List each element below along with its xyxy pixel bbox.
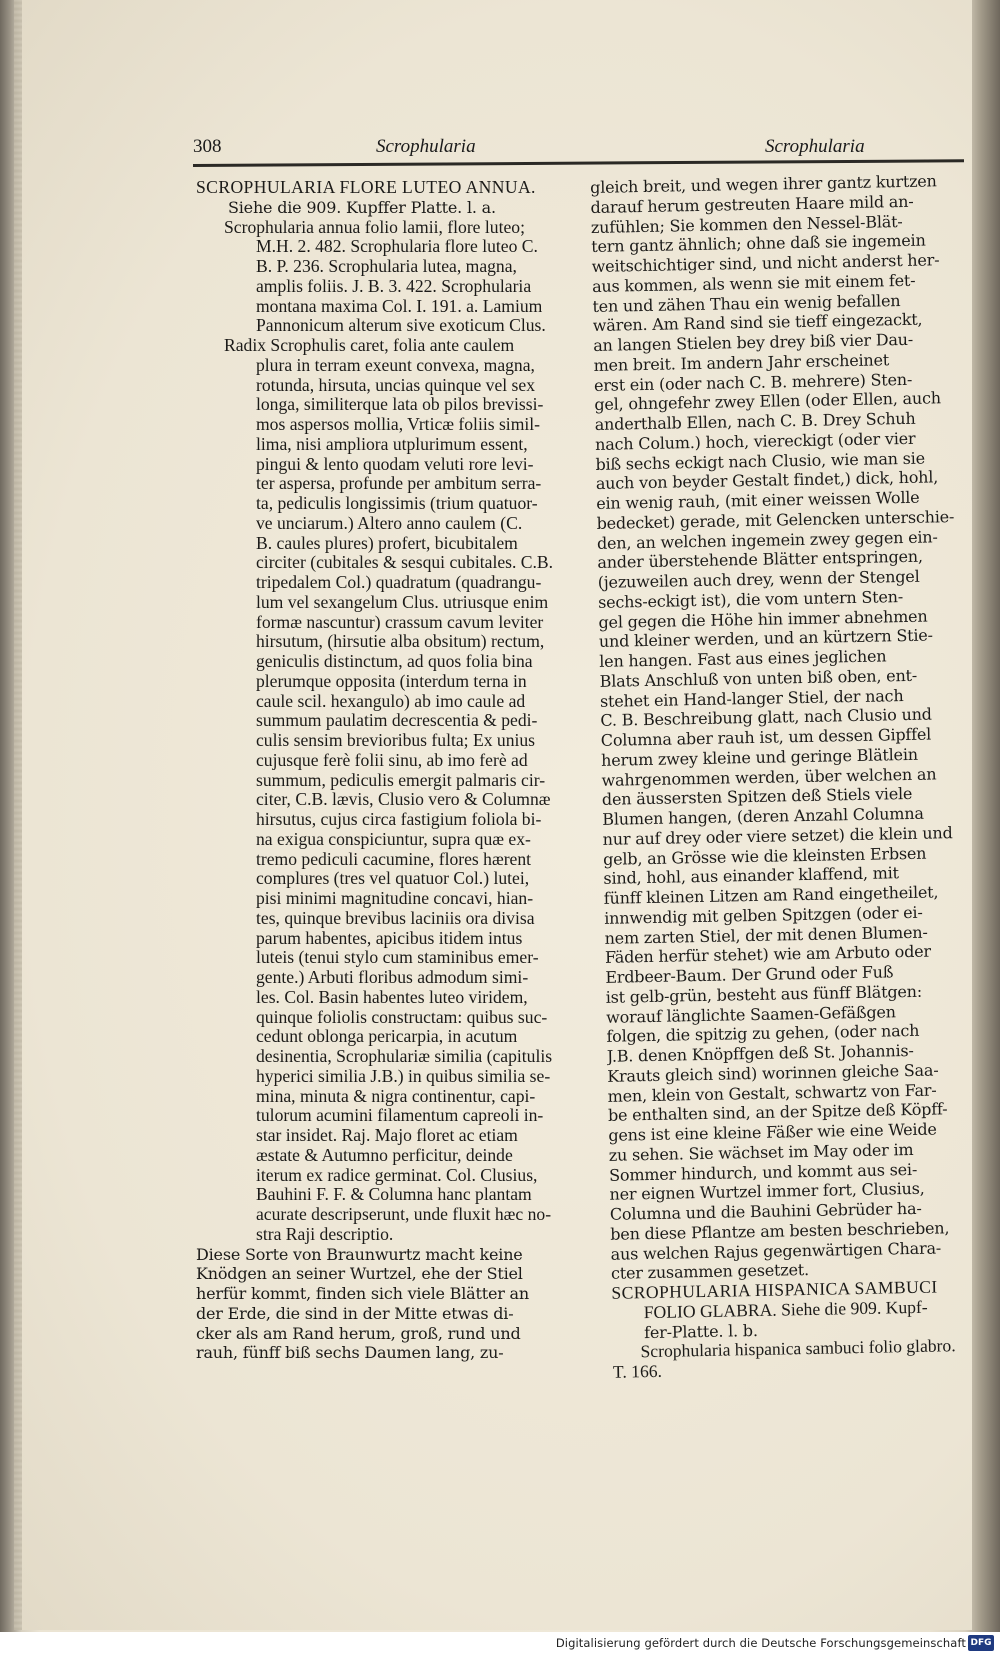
text-line: stehet ein Hand-langer Stiel, der nach (599, 685, 904, 711)
text-line: tulorum acumini filamentum capreoli in- (256, 1106, 544, 1126)
text-line: æstate & Autumno perficitur, deinde (256, 1145, 513, 1165)
text-line: len hangen. Fast aus eines jeglichen (599, 646, 887, 671)
text-line: M.H. 2. 482. Scrophularia flore luteo C. (256, 237, 538, 257)
text-line: tes, quinque brevibus laciniis ora divisa (256, 908, 535, 928)
text-line: na exigua conspiciuntur, supra quæ ex- (256, 829, 531, 849)
text-line: culis sensim brevioribus fulta; Ex unius (256, 731, 536, 750)
text-line: nem zarten Stiel, der mit denen Blumen- (604, 922, 928, 948)
text-line: sind, hohl, aus einander klaffend, mit (603, 863, 899, 889)
text-line: pisi minimi magnitudine concavi, hian- (256, 889, 534, 908)
text-line: sechs-eckigt ist), die vom untern Sten- (597, 586, 904, 612)
text-line: FOLIO GLABRA. Siehe die 909. Kupf- (643, 1296, 928, 1322)
text-line: weitschichtiger sind, und nicht anderst her- (591, 250, 940, 276)
dfg-logo: DFG (968, 1635, 994, 1651)
text-line: auch von beyder Gestalt findet,) dick, hohl, (595, 467, 939, 494)
text-line: fünff kleinen Litzen am Rand eingetheilet, (603, 882, 939, 908)
text-line: hyperici similia J.B.) in quibus similia se- (256, 1066, 551, 1086)
text-line: J.B. denen Knöpffgen deß St. Johannis- (606, 1040, 914, 1066)
text-line: aus welchen Rajus gegenwärtigen Chara- (610, 1237, 942, 1264)
text-line: hirsutum, (hirsutie alba obsitum) rectum, (256, 632, 545, 652)
text-line: Erdbeer-Baum. Der Grund oder Fuß (605, 962, 894, 987)
text-line: und kleiner werden, und an kürtzern Stie- (598, 625, 933, 652)
text-line: Scrophularia hispanica sambuci folio glabro. (640, 1335, 956, 1362)
text-line: plura in terram exeunt convexa, magna, (256, 355, 535, 375)
text-line: rotunda, hirsuta, uncias quinque vel sex (256, 375, 535, 395)
text-line: an langen Stielen bey drey biß vier Dau- (593, 329, 914, 355)
text-line: mina, minuta & nigra continentur, capi- (256, 1086, 536, 1106)
text-line: amplis foliis. J. B. 3. 422. Scrophularia (256, 276, 532, 296)
right-text-column (590, 171, 995, 1383)
text-line: herum zwey kleine und geringe Blätlein (600, 744, 919, 770)
text-line: gel, ohngefehr zwey Ellen (oder Ellen, auch (594, 388, 942, 415)
text-line: Diese Sorte von Braunwurtz macht keine (196, 1244, 523, 1264)
text-line: Radix Scrophulis caret, folia ante caulem (224, 336, 515, 355)
text-line: Columna aber rauh ist, um dessen Gipffel (600, 724, 932, 750)
text-line: den, an welchen ingemein zwey gegen ein- (596, 526, 938, 553)
text-line: cujusque ferè folii sinu, ab imo ferè ad (256, 750, 528, 770)
text-line: Knödgen an seiner Wurtzel, ehe der Stiel (196, 1264, 523, 1284)
text-line: Blats Anschluß von unten biß oben, ent- (599, 665, 918, 691)
text-line: star insidet. Raj. Majo floret ac etiam (256, 1126, 518, 1145)
text-line: aus kommen, als wenn sie mit einem fet- (591, 270, 916, 296)
text-line: parum habentes, apicibus itidem intus (256, 928, 523, 948)
text-line: fer-Platte. l. b. (643, 1320, 758, 1342)
text-line: folgen, die spitzig zu gehen, (oder nach (606, 1021, 920, 1047)
text-line: hirsutus, cujus circa fastigium foliola bi- (256, 810, 542, 829)
text-line: Sommer hindurch, und kommt aus sei- (608, 1159, 918, 1185)
text-line: formæ nascuntur) crassum cavum leviter (256, 612, 544, 632)
text-line: innwendig mit gelben Spitzgen (oder ei- (604, 902, 923, 928)
text-line: ve unciarum.) Altero anno caulem (C. (256, 513, 523, 533)
text-line: Siehe die 909. Kupffer Platte. l. a. (228, 197, 496, 217)
text-line: acurate descripserunt, unde fluxit hæc no- (256, 1205, 552, 1224)
text-line: stra Raji descriptio. (256, 1224, 394, 1244)
text-line: gelb, an Grösse wie die kleinsten Erbsen (602, 843, 927, 869)
text-line: worauf länglichte Saamen-Gefäßgen (605, 1001, 896, 1027)
text-line: bedecket) gerade, mit Gelencken unterschie- (596, 506, 955, 533)
text-line: cter zusammen gesetzet. (610, 1260, 810, 1284)
text-line: ten und zähen Thau ein wenig befallen (592, 290, 901, 316)
text-line: ta, pediculis longissimis (trium quatuor- (256, 494, 538, 513)
text-line: B. P. 236. Scrophularia lutea, magna, (256, 257, 517, 276)
text-line: ter aspersa, profunde per ambitum serra- (256, 474, 542, 494)
text-line: wären. Am Rand sind sie tieff eingezackt, (592, 309, 923, 336)
text-line: geniculis distinctum, ad quos folia bina (256, 652, 533, 671)
text-line: quinque foliolis constructam: quibus suc- (256, 1007, 548, 1027)
running-head-right: Scrophularia (765, 136, 865, 157)
text-line: Blumen hangen, (deren Anzahl Columna (602, 803, 924, 829)
text-line: ein wenig rauh, (mit einer weissen Wolle (596, 487, 920, 513)
text-line: mos aspersos mollia, Vrticæ foliis simil- (256, 415, 541, 434)
text-line: be enthalten sind, an der Spitze deß Köpff- (607, 1099, 948, 1126)
text-line: lum vel sexangelum Clus. utriusque enim (256, 592, 549, 612)
text-line: B. caules plures) profert, bicubitalem (256, 533, 518, 553)
text-line: Pannonicum alterum sive exoticum Clus. (256, 316, 546, 336)
text-line: men, klein von Gestalt, schwartz von Far- (607, 1080, 937, 1106)
text-line: rauh, fünff biß sechs Daumen lang, zu- (196, 1343, 504, 1363)
text-line: desinentia, Scrophulariæ similia (capitulis (256, 1047, 553, 1066)
text-line: zu sehen. Sie wächset im May oder im (608, 1139, 914, 1165)
text-line: ben diese Pflantze am besten beschrieben, (610, 1218, 950, 1244)
text-line: ner eignen Wurtzel immer fort, Clusius, (609, 1179, 925, 1205)
text-line: plerumque opposita (interdum terna in (256, 671, 527, 691)
text-line: darauf herum gestreuten Haare mild an- (590, 191, 914, 217)
text-line: der Erde, die sind in der Mitte etwas di- (196, 1303, 514, 1323)
text-line: SCROPHULARIA HISPANICA SAMBUCI (611, 1276, 938, 1303)
text-line: biß sechs eckigt nach Clusio, wie man sie (595, 448, 926, 474)
text-line: SCROPHULARIA FLORE LUTEO ANNUA. (196, 178, 536, 197)
text-line: zufühlen; Sie kommen den Nessel-Blät- (590, 211, 903, 237)
digitization-footer (0, 1632, 1000, 1655)
text-line: cker als am Rand herum, groß, rund und (196, 1323, 521, 1343)
text-line: wahrgenommen werden, über welchen an (601, 763, 937, 790)
text-line: Scrophularia annua folio lamii, flore luteo; (224, 217, 525, 237)
text-line: circiter (cubitales & sesqui cubitales. C.B. (256, 553, 554, 573)
text-line: caule scil. hexangulo) ab imo caule ad (256, 691, 526, 711)
text-line: ist gelb-grün, besteht aus fünff Blätgen: (605, 981, 923, 1007)
text-line: lima, nisi ampliora utplurimum essent, (256, 434, 528, 454)
text-line: Fäden herfür stehet) wie am Arbuto oder (604, 941, 932, 968)
text-line: tern gantz ähnlich; ohne daß sie ingemein (591, 230, 926, 257)
text-line: tremo pediculi cacumine, flores hærent (256, 849, 532, 869)
text-line: iterum ex radice germinat. Col. Clusius, (256, 1165, 538, 1185)
text-line: summum, pediculis emergit palmaris cir- (256, 770, 546, 790)
text-line: summum paulatim decrescentia & pedi- (256, 711, 538, 731)
text-line: gente.) Arbuti floribus admodum simi- (256, 968, 529, 987)
text-line: complures (tres vel quatuor Col.) lutei, (256, 869, 530, 889)
text-line: nach Colum.) hoch, viereckigt (oder vier (594, 428, 916, 454)
text-line: les. Col. Basin habentes luteo viridem, (256, 987, 528, 1007)
text-line: C. B. Beschreibung glatt, nach Clusio und (600, 704, 932, 731)
text-line: nur auf drey oder viere setzet) die klein und (602, 822, 953, 849)
text-line: gleich breit, und wegen ihrer gantz kurtzen (590, 171, 937, 197)
page-number: 308 (193, 136, 222, 157)
text-line: anderthalb Ellen, nach C. B. Drey Schuh (594, 408, 916, 434)
text-line: T. 166. (612, 1360, 663, 1382)
text-line: pingui & lento quodam veluti rore levi- (256, 454, 534, 474)
left-text-column (196, 178, 586, 1363)
running-head-left: Scrophularia (376, 136, 476, 157)
text-line: men breit. Im andern Jahr erscheinet (593, 350, 890, 375)
text-line: erst ein (oder nach C. B. mehrere) Sten- (593, 369, 913, 395)
text-line: luteis (tenui stylo cum staminibus emer- (256, 948, 539, 968)
text-line: herfür kommt, finden sich viele Blätter an (196, 1284, 529, 1303)
text-line: ander überstehende Blätter entspringen, (597, 546, 923, 573)
text-line: gel gegen die Höhe hin immer abnehmen (598, 606, 928, 632)
text-line: den äussersten Spitzen deß Stiels viele (601, 784, 913, 810)
footer-credit-text: Digitalisierung gefördert durch die Deutsche Forschungsgemeinschaft (555, 1636, 966, 1650)
text-line: gens ist eine kleine Fäßer wie eine Weide (608, 1119, 937, 1145)
text-line: Columna und die Bauhini Gebrüder ha- (609, 1198, 922, 1224)
text-line: (jezuweilen auch drey, wenn der Stengel (597, 566, 920, 592)
text-line: Bauhini F. F. & Columna hanc plantam (256, 1185, 532, 1205)
text-line: Krauts gleich sind) worinnen gleiche Saa- (607, 1060, 939, 1086)
text-line: tripedalem Col.) quadratum (quadrangu- (256, 573, 542, 592)
text-line: cedunt oblonga pericarpia, in acutum (256, 1027, 518, 1047)
text-line: citer, C.B. lævis, Clusio vero & Columnæ (256, 790, 551, 810)
text-line: longa, similiterque lata ob pilos brevissi- (256, 395, 544, 415)
text-line: montana maxima Col. I. 191. a. Lamium (256, 296, 543, 316)
